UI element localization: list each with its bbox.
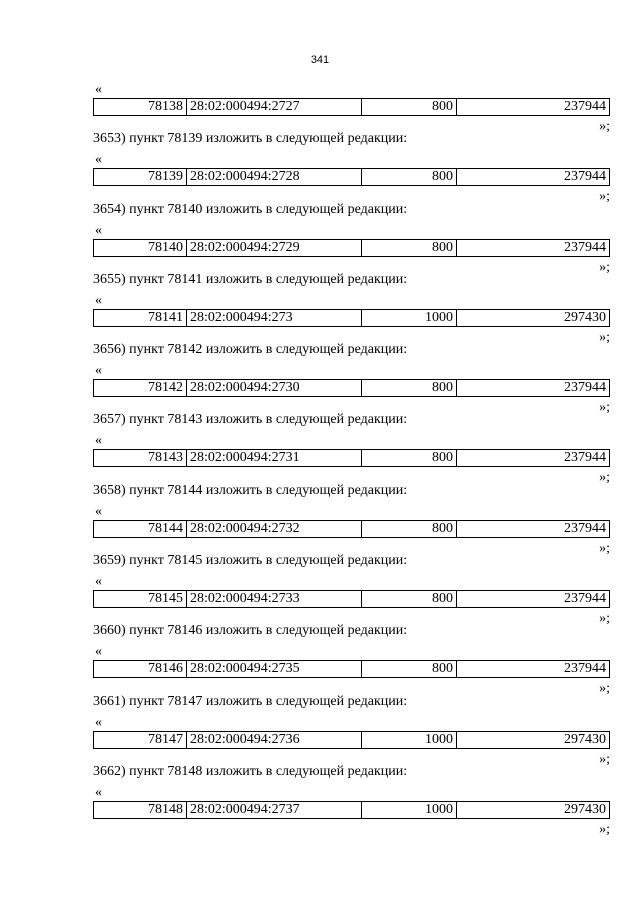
amendment-heading: 3659) пункт 78145 изложить в следующей редакции: (93, 553, 408, 569)
record-number: 78147 (94, 731, 187, 748)
quote-open: « (95, 292, 102, 308)
area-value: 800 (362, 169, 457, 186)
area-value: 800 (362, 661, 457, 678)
quote-open: « (95, 82, 102, 97)
record-number: 78142 (94, 380, 187, 397)
cost-value: 297430 (457, 801, 610, 818)
area-value: 1000 (362, 801, 457, 818)
cost-value: 237944 (457, 591, 610, 608)
amendment-heading: 3660) пункт 78146 изложить в следующей редакции: (93, 623, 408, 639)
cost-value: 237944 (457, 520, 610, 537)
record-number: 78145 (94, 591, 187, 608)
record-row (93, 520, 610, 538)
quote-open: « (95, 574, 102, 590)
amendment-block (93, 763, 610, 855)
quote-open: « (95, 503, 102, 519)
quote-open: « (95, 222, 102, 238)
record-row (93, 239, 610, 257)
amendment-heading: 3656) пункт 78142 изложить в следующей редакции: (93, 342, 408, 358)
cost-value: 297430 (457, 309, 610, 326)
record-row (93, 449, 610, 467)
cost-value: 237944 (457, 450, 610, 467)
cadastral-number: 28:02:000494:2729 (187, 239, 362, 256)
area-value: 800 (362, 450, 457, 467)
area-value: 800 (362, 99, 457, 116)
document-body (93, 82, 610, 855)
record-number: 78144 (94, 520, 187, 537)
area-value: 1000 (362, 309, 457, 326)
record-number: 78141 (94, 309, 187, 326)
quote-close: »; (599, 681, 610, 697)
cadastral-number: 28:02:000494:2733 (187, 591, 362, 608)
amendment-heading: 3662) пункт 78148 изложить в следующей редакции: (93, 763, 408, 779)
quote-close: »; (599, 611, 610, 627)
cost-value: 237944 (457, 239, 610, 256)
record-row (93, 98, 610, 116)
record-number: 78139 (94, 169, 187, 186)
cadastral-number: 28:02:000494:2737 (187, 801, 362, 818)
record-number: 78143 (94, 450, 187, 467)
quote-close: »; (599, 329, 610, 345)
cadastral-number: 28:02:000494:2735 (187, 661, 362, 678)
area-value: 800 (362, 380, 457, 397)
quote-close: »; (599, 540, 610, 556)
record-row (93, 168, 610, 186)
cadastral-number: 28:02:000494:2728 (187, 169, 362, 186)
cost-value: 237944 (457, 380, 610, 397)
record-row (93, 660, 610, 678)
record-number: 78148 (94, 801, 187, 818)
page-number: 341 (310, 54, 330, 66)
amendment-heading: 3654) пункт 78140 изложить в следующей редакции: (93, 201, 408, 217)
record-row (93, 379, 610, 397)
quote-open: « (95, 152, 102, 168)
record-number: 78140 (94, 239, 187, 256)
amendment-heading: 3661) пункт 78147 изложить в следующей редакции: (93, 693, 408, 709)
quote-close: »; (599, 821, 610, 837)
quote-open: « (95, 433, 102, 449)
quote-close: »; (599, 400, 610, 416)
area-value: 800 (362, 591, 457, 608)
cadastral-number: 28:02:000494:2736 (187, 731, 362, 748)
cost-value: 237944 (457, 169, 610, 186)
quote-close: »; (599, 751, 610, 767)
amendment-heading: 3653) пункт 78139 изложить в следующей редакции: (93, 131, 408, 147)
cadastral-number: 28:02:000494:2732 (187, 520, 362, 537)
amendment-heading: 3655) пункт 78141 изложить в следующей редакции: (93, 271, 408, 287)
record-number: 78138 (94, 99, 187, 116)
record-row (93, 309, 610, 327)
area-value: 800 (362, 239, 457, 256)
cadastral-number: 28:02:000494:2727 (187, 99, 362, 116)
cost-value: 297430 (457, 731, 610, 748)
record-row (93, 801, 610, 819)
record-row (93, 731, 610, 749)
quote-open: « (95, 714, 102, 730)
area-value: 800 (362, 520, 457, 537)
quote-close: »; (599, 470, 610, 486)
cadastral-number: 28:02:000494:2730 (187, 380, 362, 397)
quote-open: « (95, 784, 102, 800)
amendment-heading: 3658) пункт 78144 изложить в следующей редакции: (93, 482, 408, 498)
amendment-heading: 3657) пункт 78143 изложить в следующей редакции: (93, 412, 408, 428)
cost-value: 237944 (457, 99, 610, 116)
cost-value: 237944 (457, 661, 610, 678)
area-value: 1000 (362, 731, 457, 748)
quote-close: »; (599, 119, 610, 134)
record-row (93, 590, 610, 608)
cadastral-number: 28:02:000494:273 (187, 309, 362, 326)
quote-close: »; (599, 189, 610, 205)
cadastral-number: 28:02:000494:2731 (187, 450, 362, 467)
quote-open: « (95, 644, 102, 660)
quote-open: « (95, 363, 102, 379)
quote-close: »; (599, 259, 610, 275)
record-number: 78146 (94, 661, 187, 678)
